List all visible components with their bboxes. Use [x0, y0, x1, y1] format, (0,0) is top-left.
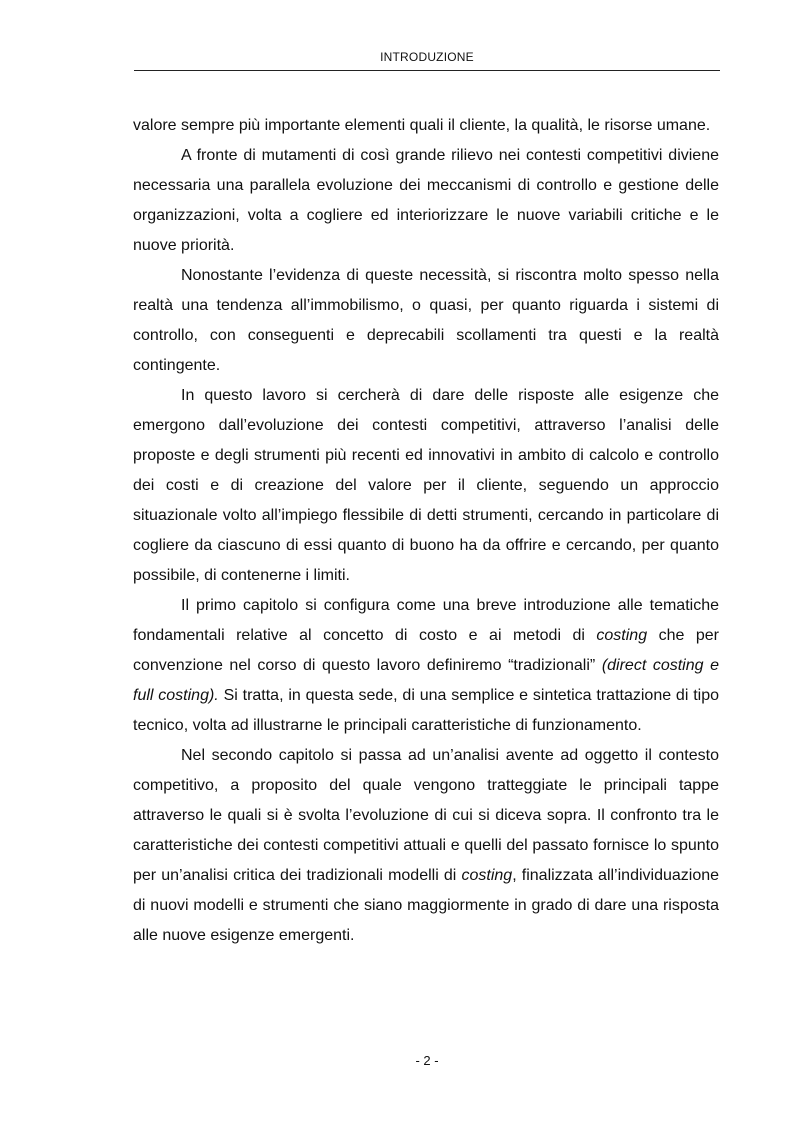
page-number: - 2 - — [415, 1053, 439, 1068]
italic-term: costing — [596, 627, 648, 644]
paragraph-mutamenti: A fronte di mutamenti di così grande rilievo nei contesti competitivi diviene necessaria una parallela evoluzione dei meccanismi di controllo e gestione delle organizzazioni, volta a cogliere ed interiorizzare le nuove variabili critiche e le nuove priorità. — [133, 147, 719, 254]
italic-term: (direct costing e full costing). — [133, 657, 719, 704]
paragraph-primo-capitolo — [133, 591, 719, 741]
body-text — [133, 111, 719, 951]
text-run: che per convenzione nel corso di questo lavoro definiremo “tradizionali” — [133, 627, 719, 674]
text-run: Nel secondo capitolo si passa ad un’analisi avente ad oggetto il contesto competitivo, a proposito del quale vengono tratteggiate le principali tappe attraverso le quali si è svolta l’evoluzione di cui si diceva sopra. Il confronto tra le caratteristiche dei contesti competitivi attuali e quelli del passato fornisce lo spunto per un’analisi critica dei tradizionali modelli di — [133, 747, 719, 884]
italic-term: costing — [461, 867, 513, 884]
page-header-title: INTRODUZIONE — [380, 50, 474, 64]
text-run: Il primo capitolo si configura come una breve introduzione alle tematiche fondamentali relative al concetto di costo e ai metodi di — [133, 597, 719, 644]
paragraph-secondo-capitolo — [133, 741, 719, 951]
header-divider — [134, 70, 720, 71]
paragraph-questo-lavoro: In questo lavoro si cercherà di dare delle risposte alle esigenze che emergono dall’evoluzione dei contesti competitivi, attraverso l’analisi delle proposte e degli strumenti più recenti ed innovativi in ambito di calcolo e controllo dei costi e di creazione del valore per il cliente, seguendo un approccio situazionale volto all’impiego flessibile di detti strumenti, cercando in particolare di cogliere da ciascuno di essi quanto di buono ha da offrire e cercando, per quanto possibile, di contenerne i limiti. — [133, 387, 719, 584]
text-run: , finalizzata all’individuazione di nuovi modelli e strumenti che siano maggiormente in grado di dare una risposta alle nuove esigenze emergenti. — [133, 867, 720, 944]
paragraph-continuation: valore sempre più importante elementi quali il cliente, la qualità, le risorse umane. — [133, 117, 711, 134]
paragraph-immobilismo: Nonostante l’evidenza di queste necessità, si riscontra molto spesso nella realtà una tendenza all’immobilismo, o quasi, per quanto riguarda i sistemi di controllo, con conseguenti e deprecabili scollamenti tra questi e la realtà contingente. — [133, 267, 719, 374]
text-run: Si tratta, in questa sede, di una semplice e sintetica trattazione di tipo tecnico, volta ad illustrarne le principali caratteristiche di funzionamento. — [133, 687, 719, 734]
